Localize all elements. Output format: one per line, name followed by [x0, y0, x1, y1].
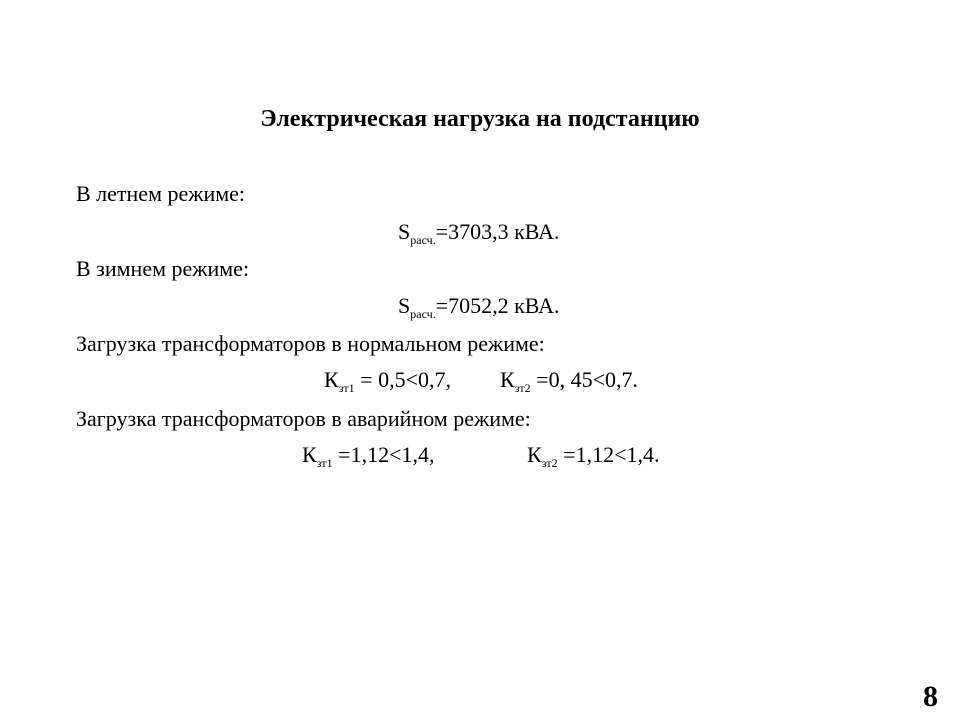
- winter-mode-label: В зимнем режиме:: [76, 256, 250, 281]
- formula-value: =7052,2 кВА.: [435, 293, 560, 318]
- formula-subscript: расч.: [410, 233, 436, 247]
- formula-value: =0, 45<0,7.: [530, 367, 638, 392]
- formula-symbol: К: [302, 442, 317, 467]
- emergency-mode-k1-formula: [302, 441, 435, 472]
- formula-subscript: зт2: [541, 456, 558, 470]
- summer-load-formula: [398, 218, 559, 249]
- normal-mode-k2-formula: [500, 366, 638, 397]
- normal-mode-label: Загрузка трансформаторов в нормальном режиме:: [76, 331, 545, 356]
- emergency-mode-label: Загрузка трансформаторов в аварийном режиме:: [76, 406, 531, 431]
- formula-subscript: зт2: [514, 381, 531, 395]
- formula-subscript: расч.: [410, 307, 436, 321]
- formula-symbol: S: [398, 293, 411, 318]
- formula-symbol: S: [398, 219, 411, 244]
- emergency-mode-k2-formula: [527, 441, 660, 472]
- formula-value: =3703,3 кВА.: [435, 219, 560, 244]
- formula-symbol: К: [500, 367, 515, 392]
- formula-symbol: К: [527, 442, 542, 467]
- summer-mode-label: В летнем режиме:: [76, 181, 246, 206]
- formula-value: =1,12<1,4.: [557, 442, 660, 467]
- formula-symbol: К: [324, 367, 339, 392]
- formula-subscript: зт1: [316, 456, 333, 470]
- slide-title: Электрическая нагрузка на подстанцию: [260, 106, 700, 132]
- page-number: 8: [923, 680, 938, 713]
- formula-value: = 0,5<0,7,: [354, 367, 451, 392]
- formula-value: =1,12<1,4,: [332, 442, 435, 467]
- winter-load-formula: [398, 292, 559, 323]
- normal-mode-k1-formula: [324, 366, 451, 397]
- formula-subscript: зт1: [338, 381, 355, 395]
